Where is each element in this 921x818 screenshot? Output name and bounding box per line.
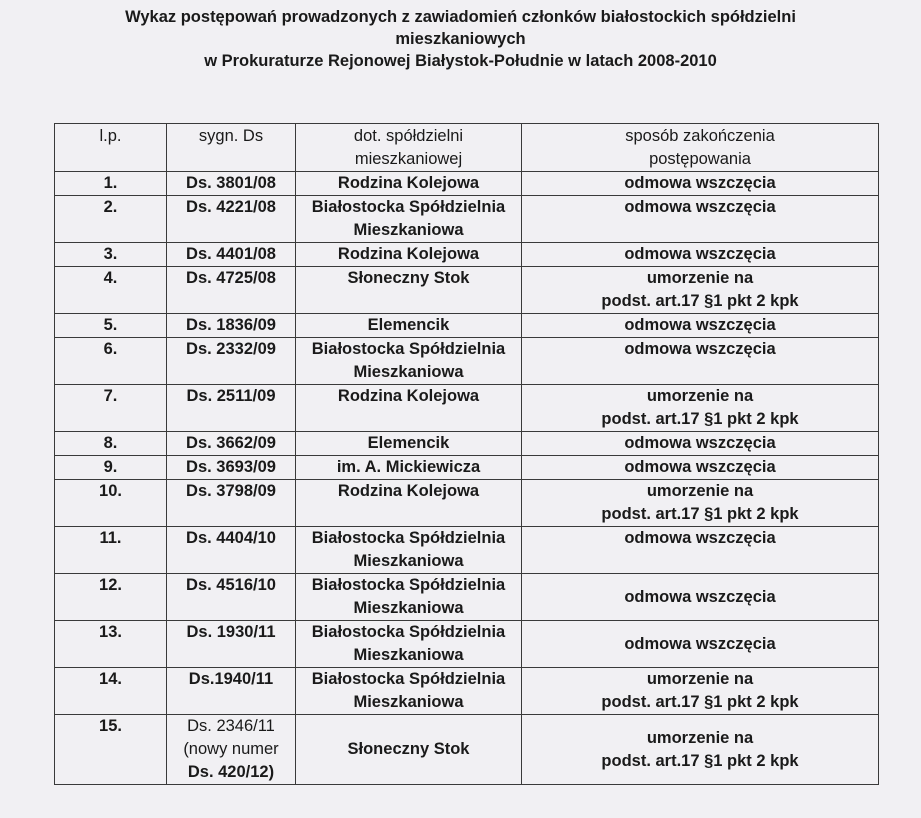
cell-result-line: odmowa wszczęcia — [624, 434, 776, 452]
cell-sygn: Ds.1940/11 — [167, 668, 296, 715]
cell-sygn: Ds. 4725/08 — [167, 267, 296, 314]
cell-lp: 10. — [55, 480, 167, 527]
cell-result-line: podst. art.17 §1 pkt 2 kpk — [601, 410, 799, 428]
cell-sygn: Ds. 4516/10 — [167, 574, 296, 621]
cell-result-line: odmowa wszczęcia — [624, 245, 776, 263]
cell-coop-line: Białostocka Spółdzielnia — [311, 198, 506, 216]
cell-result-line: umorzenie na — [646, 269, 754, 287]
cell-sygn-line: Ds. 420/12) — [187, 763, 275, 781]
table-row — [55, 621, 879, 668]
cell-coop-line: Mieszkaniowa — [353, 221, 464, 239]
table-row — [55, 385, 879, 432]
cell-result — [522, 621, 879, 668]
cell-coop-line: Rodzina Kolejowa — [337, 482, 480, 500]
cell-coop — [296, 243, 522, 267]
header-result-line: sposób zakończenia — [625, 127, 775, 145]
cell-result — [522, 715, 879, 785]
cell-lp: 11. — [55, 527, 167, 574]
header-coop — [296, 124, 522, 172]
table-body — [55, 172, 879, 785]
cell-coop-line: Rodzina Kolejowa — [337, 387, 480, 405]
cell-coop-line: Rodzina Kolejowa — [337, 174, 480, 192]
cell-lp: 8. — [55, 432, 167, 456]
cell-coop-line: Słoneczny Stok — [347, 269, 470, 287]
cell-coop — [296, 456, 522, 480]
cell-coop — [296, 668, 522, 715]
cell-coop — [296, 527, 522, 574]
cell-coop-line: Białostocka Spółdzielnia — [311, 529, 506, 547]
header-result-line: postępowania — [649, 150, 751, 168]
cell-result-line: umorzenie na — [646, 728, 754, 747]
cell-result-line: odmowa wszczęcia — [624, 529, 776, 547]
proceedings-table — [54, 123, 879, 785]
cell-sygn: Ds. 4221/08 — [167, 196, 296, 243]
cell-result — [522, 243, 879, 267]
cell-coop — [296, 715, 522, 785]
table-row — [55, 196, 879, 243]
cell-result-line: odmowa wszczęcia — [624, 458, 776, 476]
cell-result-line: umorzenie na — [646, 482, 754, 500]
table-row — [55, 715, 879, 785]
cell-coop — [296, 480, 522, 527]
table-row — [55, 267, 879, 314]
cell-coop — [296, 432, 522, 456]
cell-result-line: umorzenie na — [646, 387, 754, 405]
cell-result — [522, 527, 879, 574]
cell-result-line: podst. art.17 §1 pkt 2 kpk — [601, 751, 799, 770]
cell-sygn: Ds. 3801/08 — [167, 172, 296, 196]
cell-result — [522, 432, 879, 456]
cell-sygn-line: Ds. 2346/11 — [187, 717, 275, 735]
cell-coop-line: Białostocka Spółdzielnia — [311, 576, 506, 594]
cell-result — [522, 574, 879, 621]
header-coop-line: dot. spółdzielni — [353, 127, 464, 145]
cell-sygn: Ds. 3662/09 — [167, 432, 296, 456]
cell-coop — [296, 314, 522, 338]
cell-result — [522, 668, 879, 715]
table-header-row — [55, 124, 879, 172]
cell-result-line: podst. art.17 §1 pkt 2 kpk — [601, 292, 799, 310]
table-row — [55, 527, 879, 574]
cell-coop-line: Mieszkaniowa — [353, 693, 464, 711]
cell-coop-line: Rodzina Kolejowa — [337, 245, 480, 263]
cell-lp: 3. — [55, 243, 167, 267]
table-row — [55, 243, 879, 267]
cell-result — [522, 267, 879, 314]
header-lp: l.p. — [55, 124, 167, 172]
cell-coop-line: Mieszkaniowa — [353, 552, 464, 570]
cell-coop-line: Białostocka Spółdzielnia — [311, 670, 506, 688]
cell-lp: 15. — [55, 715, 167, 785]
cell-lp: 13. — [55, 621, 167, 668]
table-row — [55, 338, 879, 385]
cell-lp: 7. — [55, 385, 167, 432]
cell-sygn: Ds. 4404/10 — [167, 527, 296, 574]
cell-lp: 14. — [55, 668, 167, 715]
cell-result — [522, 338, 879, 385]
cell-coop-line: Mieszkaniowa — [353, 646, 464, 664]
header-sygn: sygn. Ds — [167, 124, 296, 172]
table-row — [55, 480, 879, 527]
table-row — [55, 574, 879, 621]
cell-sygn: Ds. 2511/09 — [167, 385, 296, 432]
table-row — [55, 668, 879, 715]
title-line: w Prokuraturze Rejonowej Białystok-Południe w latach 2008-2010 — [204, 52, 717, 70]
cell-result-line: umorzenie na — [646, 670, 754, 688]
cell-result — [522, 172, 879, 196]
cell-coop-line: Białostocka Spółdzielnia — [311, 340, 506, 358]
cell-lp: 12. — [55, 574, 167, 621]
cell-coop-line: Mieszkaniowa — [353, 599, 464, 617]
cell-result — [522, 385, 879, 432]
cell-coop — [296, 196, 522, 243]
cell-result — [522, 314, 879, 338]
cell-sygn: Ds. 1836/09 — [167, 314, 296, 338]
cell-coop — [296, 385, 522, 432]
cell-sygn: Ds. 4401/08 — [167, 243, 296, 267]
cell-coop-line: Słoneczny Stok — [347, 740, 470, 758]
document-title — [0, 6, 921, 72]
cell-coop-line: Elemencik — [367, 316, 450, 334]
cell-result-line: odmowa wszczęcia — [624, 174, 776, 192]
header-result — [522, 124, 879, 172]
cell-coop-line: Mieszkaniowa — [353, 363, 464, 381]
title-line: Wykaz postępowań prowadzonych z zawiadomień członków białostockich spółdzielni — [125, 8, 796, 26]
cell-result-line: odmowa wszczęcia — [624, 316, 776, 334]
cell-coop-line: Białostocka Spółdzielnia — [311, 623, 506, 641]
cell-lp: 5. — [55, 314, 167, 338]
cell-result-line: podst. art.17 §1 pkt 2 kpk — [601, 693, 799, 711]
cell-result — [522, 196, 879, 243]
table-row — [55, 456, 879, 480]
cell-result-line: odmowa wszczęcia — [624, 587, 776, 606]
cell-coop — [296, 338, 522, 385]
cell-sygn: Ds. 3798/09 — [167, 480, 296, 527]
cell-result-line: odmowa wszczęcia — [624, 198, 776, 216]
header-coop-line: mieszkaniowej — [354, 150, 463, 168]
cell-sygn: Ds. 3693/09 — [167, 456, 296, 480]
cell-sygn — [167, 715, 296, 785]
cell-coop — [296, 267, 522, 314]
cell-lp: 1. — [55, 172, 167, 196]
cell-result-line: odmowa wszczęcia — [624, 340, 776, 358]
table-row — [55, 314, 879, 338]
cell-result — [522, 456, 879, 480]
cell-sygn: Ds. 1930/11 — [167, 621, 296, 668]
cell-coop — [296, 621, 522, 668]
cell-coop — [296, 574, 522, 621]
cell-sygn: Ds. 2332/09 — [167, 338, 296, 385]
cell-lp: 6. — [55, 338, 167, 385]
title-line: mieszkaniowych — [395, 30, 526, 48]
cell-sygn-line: (nowy numer — [183, 740, 279, 758]
cell-lp: 2. — [55, 196, 167, 243]
cell-lp: 9. — [55, 456, 167, 480]
cell-result-line: odmowa wszczęcia — [624, 634, 776, 653]
cell-result — [522, 480, 879, 527]
table-row — [55, 172, 879, 196]
table-row — [55, 432, 879, 456]
cell-coop-line: Elemencik — [367, 434, 450, 452]
cell-coop-line: im. A. Mickiewicza — [336, 458, 481, 476]
cell-result-line: podst. art.17 §1 pkt 2 kpk — [601, 505, 799, 523]
cell-lp: 4. — [55, 267, 167, 314]
cell-coop — [296, 172, 522, 196]
